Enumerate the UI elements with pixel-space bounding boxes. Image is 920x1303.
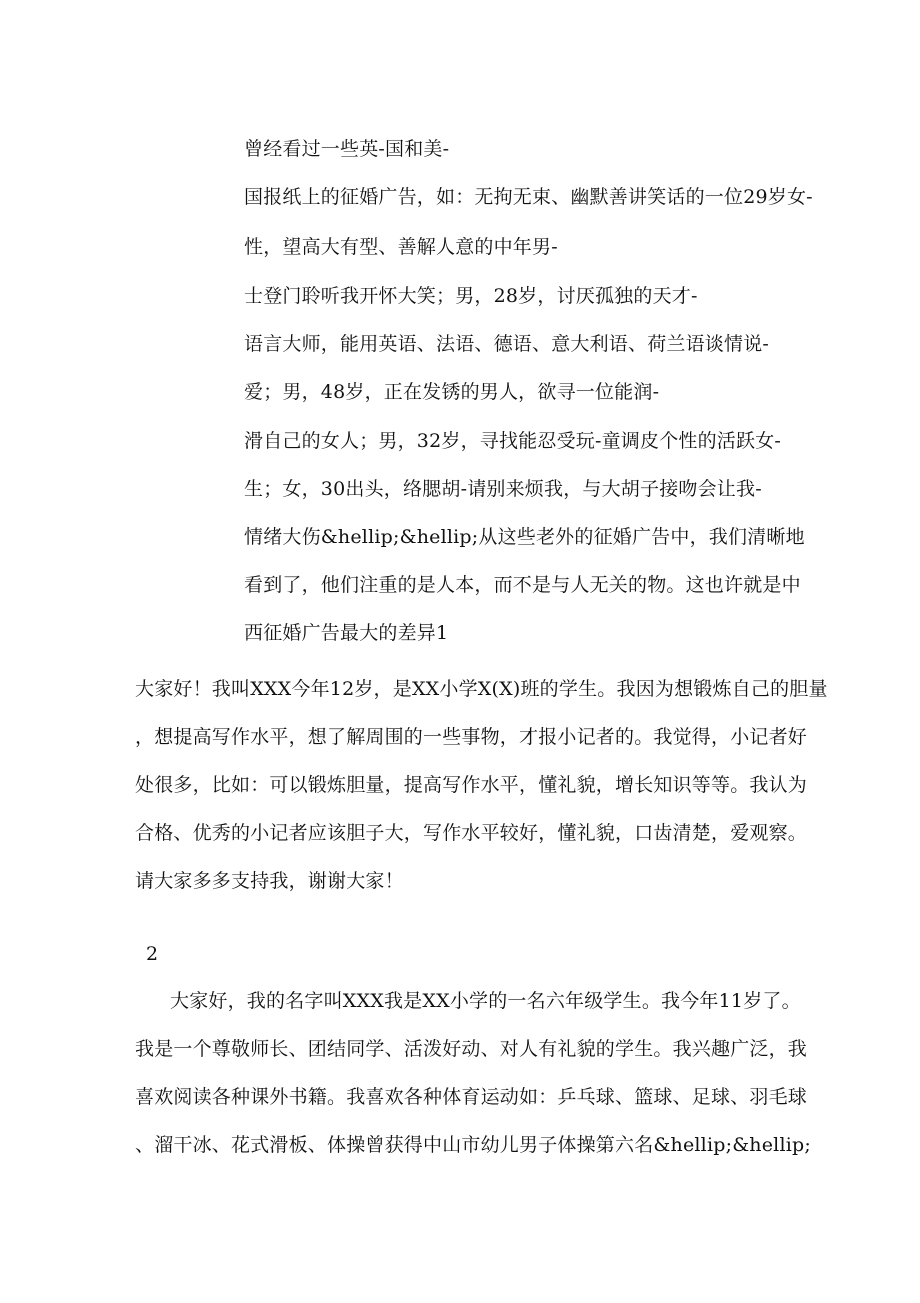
section-number: 2 — [146, 943, 159, 965]
text-line: 请大家多多支持我，谢谢大家！ — [135, 870, 404, 892]
text-line: 、溜干冰、花式滑板、体操曾获得中山市幼儿男子体操第六名&hellip;&hellip; — [135, 1134, 811, 1156]
text-line: 大家好，我的名字叫XXX我是XX小学的一名六年级学生。我今年11岁了。 — [170, 990, 801, 1012]
text-line: 爱；男，48岁，正在发锈的男人，欲寻一位能润- — [244, 381, 660, 403]
text-line: 看到了，他们注重的是人本，而不是与人无关的物。这也许就是中 — [244, 574, 801, 596]
text-line: 我是一个尊敬师长、团结同学、活泼好动、对人有礼貌的学生。我兴趣广泛，我 — [135, 1038, 808, 1060]
text-line: 生；女，30出头，络腮胡-请别来烦我，与大胡子接吻会让我- — [244, 478, 762, 500]
text-line: 国报纸上的征婚广告，如：无拘无束、幽默善讲笑话的一位29岁女- — [244, 186, 813, 208]
text-line: ，想提高写作水平，想了解周围的一些事物，才报小记者的。我觉得，小记者好 — [135, 726, 808, 748]
text-line: 性，望高大有型、善解人意的中年男- — [244, 236, 558, 258]
text-line: 处很多，比如：可以锻炼胆量，提高写作水平，懂礼貌，增长知识等等。我认为 — [135, 774, 808, 796]
text-line: 曾经看过一些英-国和美- — [244, 138, 450, 160]
text-line: 情绪大伤&hellip;&hellip;从这些老外的征婚广告中，我们清晰地 — [244, 526, 805, 548]
text-line: 滑自己的女人；男，32岁，寻找能忍受玩-童调皮个性的活跃女- — [244, 430, 782, 452]
text-line: 西征婚广告最大的差异1 — [244, 622, 449, 644]
text-line: 士登门聆听我开怀大笑；男，28岁，讨厌孤独的天才- — [244, 285, 698, 307]
text-line: 语言大师，能用英语、法语、德语、意大利语、荷兰语谈情说- — [244, 333, 770, 355]
text-line: 大家好！我叫XXX今年12岁，是XX小学X(X)班的学生。我因为想锻炼自己的胆量 — [135, 678, 828, 700]
text-line: 喜欢阅读各种课外书籍。我喜欢各种体育运动如：乒乓球、篮球、足球、羽毛球 — [135, 1086, 808, 1108]
text-line: 合格、优秀的小记者应该胆子大，写作水平较好，懂礼貌，口齿清楚，爱观察。 — [135, 822, 808, 844]
